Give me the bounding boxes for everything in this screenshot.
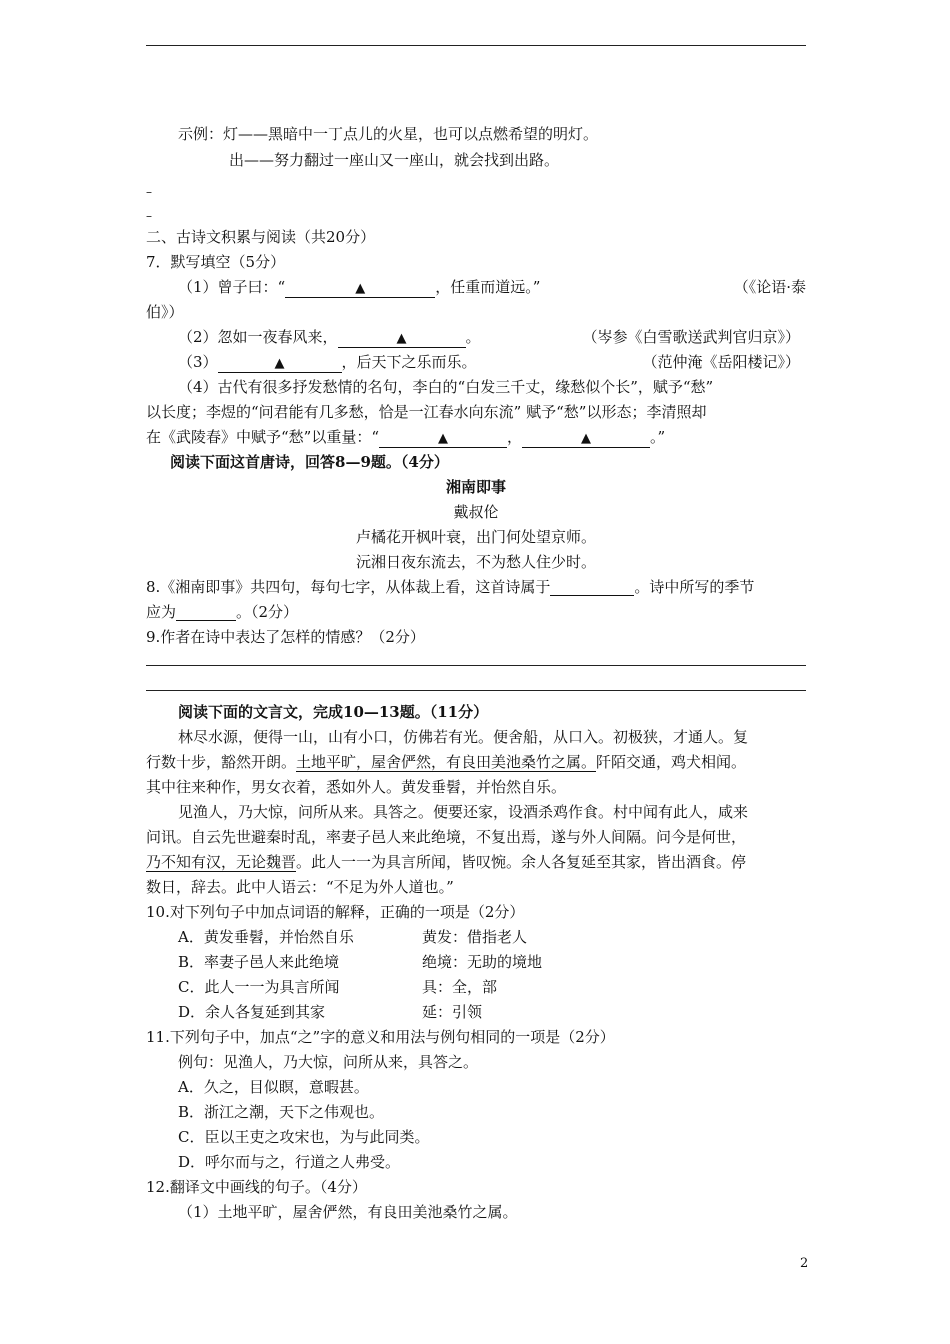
prose-line-2-end: 阡陌交通，鸡犬相闻。 <box>596 753 747 771</box>
underlined-sentence: 乃不知有汉，无论魏晋 <box>146 853 297 871</box>
q8-line-1 <box>146 577 806 597</box>
q10-option-b: B．率妻子邑人来此绝境 绝境：无助的境地 <box>178 953 543 971</box>
q7-item-1 <box>178 277 806 298</box>
answer-line[interactable] <box>146 690 806 691</box>
header-rule <box>146 45 806 46</box>
q12-item-1: （1）土地平旷，屋舍俨然，有良田美池桑竹之属。 <box>178 1203 518 1221</box>
q7-item-4-line-2: 以长度；李煜的“问君能有几多愁，恰是一江春水向东流” 赋予“愁”以形态；李清照却 <box>146 403 707 421</box>
triangle-icon: ▲ <box>581 431 592 446</box>
page-number: 2 <box>800 1256 809 1271</box>
triangle-icon: ▲ <box>274 356 285 371</box>
prose-line-1: 林尽水源，便得一山，山有小口，仿佛若有光。便舍船，从口入。初极狭，才通人。复 <box>178 728 749 746</box>
fill-blank[interactable] <box>379 429 507 448</box>
poem-author: 戴叔伦 <box>453 503 499 521</box>
q8-line-2 <box>146 602 806 622</box>
q8-line2-prefix: 应为 <box>146 603 177 621</box>
q8-prefix: 8.《湘南即事》共四句，每句七字，从体裁上看，这首诗属于 <box>146 578 551 596</box>
q7-2-suffix: 。 <box>465 328 481 346</box>
q7-2-prefix: （2）忽如一夜春风来， <box>178 328 338 346</box>
q11-option-c: C．臣以王吏之攻宋也，为与此同类。 <box>178 1128 430 1146</box>
q11-title: 11.下列句子中，加点“之”字的意义和用法与例句相同的一项是（2分） <box>146 1028 615 1046</box>
example-line-2: 出——努力翻过一座山又一座山，就会找到出路。 <box>229 151 560 169</box>
prose-intro: 阅读下面的文言文，完成10—13题。（11分） <box>178 703 489 721</box>
q11-example: 例句：见渔人，乃大惊，问所从来，具答之。 <box>178 1053 479 1071</box>
q7-3-prefix: （3） <box>178 353 218 371</box>
poem-line-1: 卢橘花开枫叶衰，出门何处望京师。 <box>355 528 596 546</box>
q10-option-a: A．黄发垂髫，并怡然自乐 黄发：借指老人 <box>178 928 528 946</box>
fill-blank[interactable] <box>285 279 435 298</box>
q10-option-d: D．余人各复延到其家 延：引领 <box>178 1003 483 1021</box>
q10-option-c: C．此人一一为具言所闻 具：全，部 <box>178 978 498 996</box>
q8-line2-suffix: 。（2分） <box>236 603 299 621</box>
q7-1-suffix: ，任重而道远。” <box>435 278 541 296</box>
q7-item-2 <box>178 327 806 348</box>
q7-item-1-cont: 伯》） <box>146 303 184 321</box>
fill-blank[interactable] <box>218 354 342 373</box>
q7-item-3 <box>178 352 806 373</box>
q7-1-prefix: （1）曾子曰：“ <box>178 278 286 296</box>
q7-item-4-line-3 <box>146 427 806 448</box>
prose-line-6-end: 。此人一一为具言所闻，皆叹惋。余人各复延至其家，皆出酒食。停 <box>296 853 747 871</box>
q12-title: 12.翻译文中画线的句子。（4分） <box>146 1178 367 1196</box>
poem-intro: 阅读下面这首唐诗，回答8—9题。（4分） <box>170 453 449 471</box>
answer-line[interactable] <box>146 665 806 666</box>
underlined-sentence: 土地平旷，屋舍俨然，有良田美池桑竹之属。 <box>296 753 597 771</box>
q7-4-suffix: 。” <box>650 428 666 446</box>
answer-blank[interactable] <box>550 579 634 596</box>
q7-3-source: （范仲淹《岳阳楼记》） <box>642 353 800 371</box>
fill-blank[interactable] <box>338 329 466 348</box>
poem-title: 湘南即事 <box>445 478 506 496</box>
section-title: 二、古诗文积累与阅读（共20分） <box>146 228 376 246</box>
q11-option-a: A．久之，目似瞑，意暇甚。 <box>178 1078 369 1096</box>
prose-line-2-start: 行数十步，豁然开朗。 <box>146 753 297 771</box>
prose-line-3: 其中往来种作，男女衣着，悉如外人。黄发垂髫，并怡然自乐。 <box>146 778 567 796</box>
q7-1-source: （《论语·泰 <box>733 278 806 296</box>
prose-line-2 <box>146 752 806 772</box>
triangle-icon: ▲ <box>396 331 407 346</box>
q7-3-suffix: ，后天下之乐而乐。 <box>341 353 477 371</box>
prose-line-5: 问讯。自云先世避秦时乱，率妻子邑人来此绝境，不复出焉，遂与外人间隔。问今是何世， <box>146 828 747 846</box>
q7-item-4-line-1: （4）古代有很多抒发愁情的名句，李白的“白发三千丈，缘愁似个长”，赋予“愁” <box>178 378 714 396</box>
q10-title: 10.对下列句子中加点词语的解释，正确的一项是（2分） <box>146 903 525 921</box>
q9-title: 9.作者在诗中表达了怎样的情感？（2分） <box>146 628 425 646</box>
q8-suffix: 。诗中所写的季节 <box>634 578 755 596</box>
dash-mark: – <box>146 209 152 223</box>
dash-mark: – <box>146 185 152 199</box>
answer-blank[interactable] <box>176 604 236 621</box>
poem-line-2: 沅湘日夜东流去，不为愁人住少时。 <box>355 553 596 571</box>
q7-4-prefix: 在《武陵春》中赋予“愁”以重量：“ <box>146 428 380 446</box>
triangle-icon: ▲ <box>355 281 366 296</box>
prose-line-4: 见渔人，乃大惊，问所从来。具答之。便要还家，设酒杀鸡作食。村中闻有此人，咸来 <box>178 803 749 821</box>
q7-title: 7．默写填空（5分） <box>146 253 286 271</box>
q11-option-b: B．浙江之潮，天下之伟观也。 <box>178 1103 385 1121</box>
prose-line-7: 数日，辞去。此中人语云：“不足为外人道也。” <box>146 878 454 896</box>
q7-4-mid: ， <box>507 428 523 446</box>
fill-blank[interactable] <box>522 429 650 448</box>
triangle-icon: ▲ <box>438 431 449 446</box>
prose-line-6 <box>146 852 806 872</box>
q7-2-source: （岑参《白雪歌送武判官归京》） <box>582 328 800 346</box>
example-line-1: 示例：灯——黑暗中一丁点儿的火星，也可以点燃希望的明灯。 <box>178 125 599 143</box>
q11-option-d: D．呼尔而与之，行道之人弗受。 <box>178 1153 401 1171</box>
